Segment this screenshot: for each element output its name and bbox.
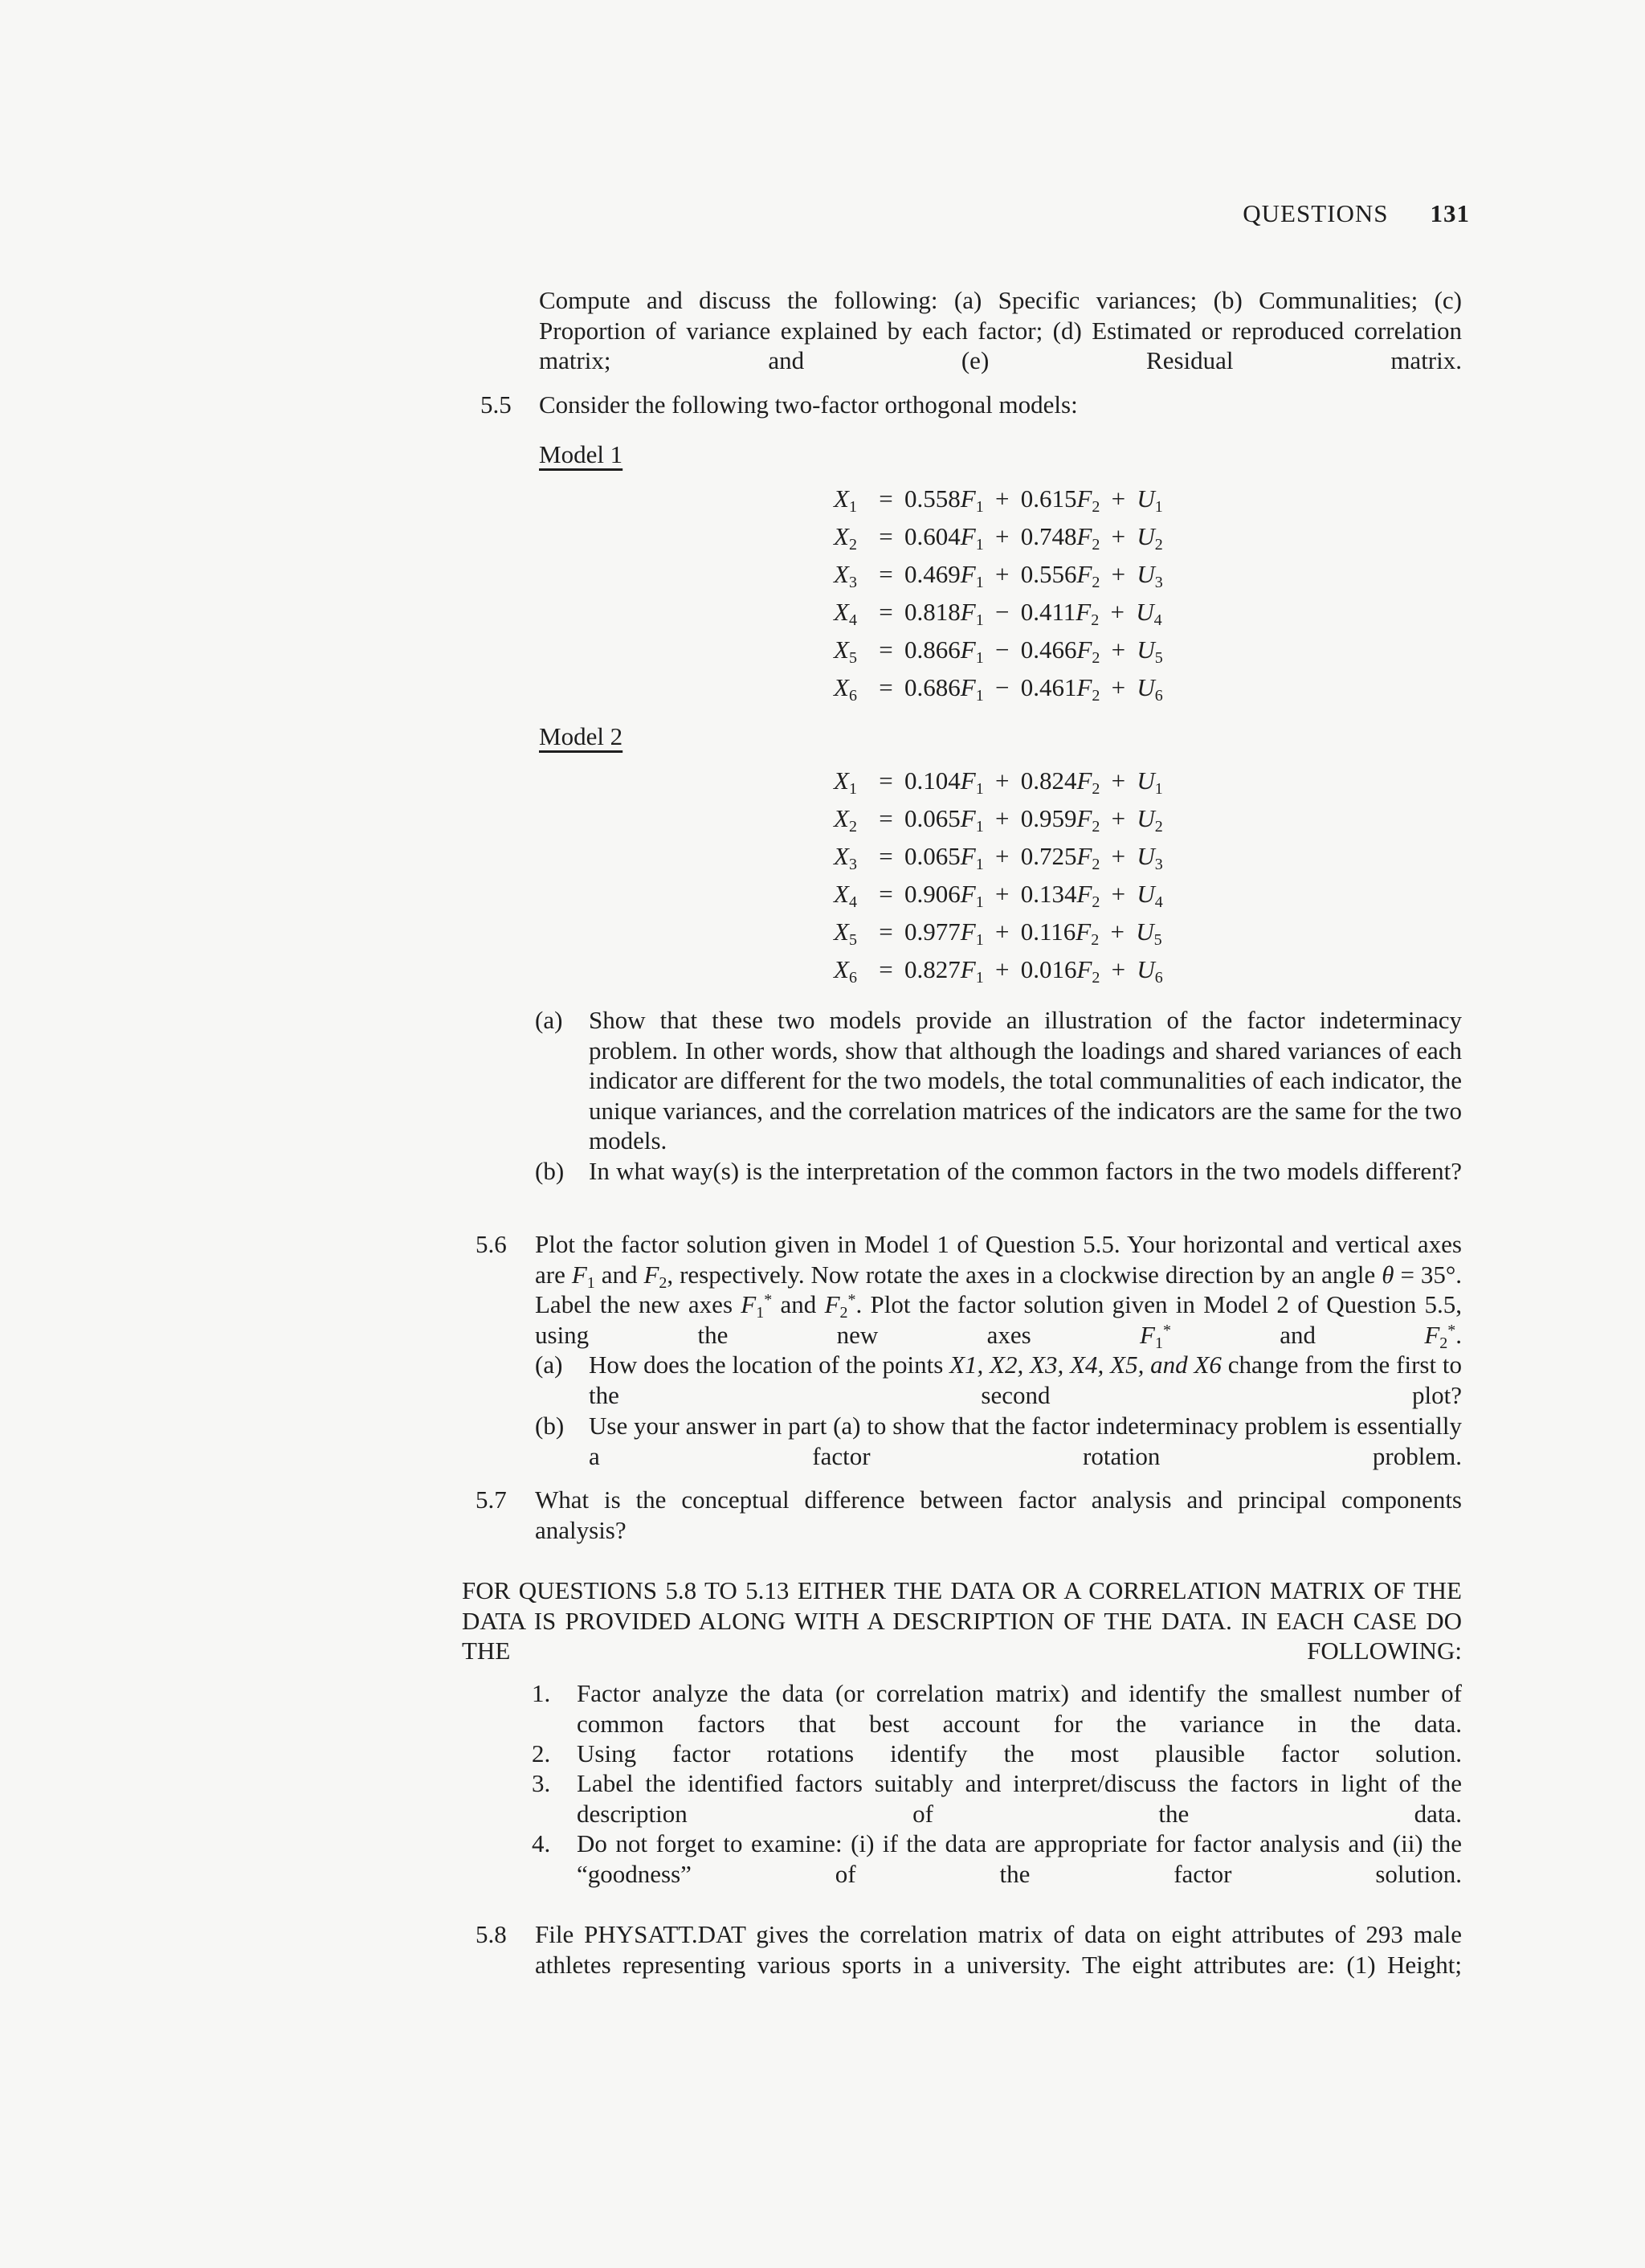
instructions-caps-block: FOR QUESTIONS 5.8 TO 5.13 EITHER THE DATA OR A CORRELATION MATRIX OF THE DATA IS PROVIDED ALONG WITH A DESCRIPTION OF THE DATA. IN EACH CASE DO THE FOLLOWING: — [462, 1576, 1462, 1665]
question-number-5-7: 5.7 — [476, 1485, 507, 1514]
question-5-5-a-text: Show that these two models provide an illustration of the factor indeterminacy problem. In other words, show that although the loadings and shared variances of each indicator are different for the two models, the total communalities of each indicator, the unique variances, and the correlation matrices of the indicators are the same for the two models. — [589, 1006, 1462, 1154]
section-title: QUESTIONS — [1243, 199, 1389, 227]
equation-row: $X_4 = 0.906F_1 + 0.134F_2 + U_4$ — [834, 880, 1163, 911]
question-5-8-text: File PHYSATT.DAT gives the correlation matrix of data on eight attributes of 293 male athletes representing various sports in a university. The eight attributes are: (1) Height; — [535, 1920, 1462, 1979]
equation-row: $X_3 = 0.065F_1 + 0.725F_2 + U_3$ — [834, 842, 1163, 873]
model-1-label: Model 1 — [539, 440, 623, 468]
question-5-5-b-label: (b) — [535, 1157, 565, 1185]
question-5-5-a-label: (a) — [535, 1006, 563, 1034]
points-list: X1, X2, X3, X4, X5, and X6 — [949, 1351, 1222, 1379]
step-text: Do not forget to examine: (i) if the data are appropriate for factor analysis and (ii) the “goodness” of the factor solution. — [577, 1829, 1462, 1888]
equation-row: $X_2 = 0.604F_1 + 0.748F_2 + U_2$ — [834, 522, 1163, 554]
step-text: Using factor rotations identify the most plausible factor solution. — [577, 1739, 1462, 1767]
question-5-5-b-text: In what way(s) is the interpretation of the common factors in the two models different? — [589, 1157, 1462, 1185]
question-5-6-b-label: (b) — [535, 1412, 565, 1440]
intro-paragraph: Compute and discuss the following: (a) Specific variances; (b) Communalities; (c) Proportion of variance explained by each factor; (d) Estimated or reproduced correlation matrix; and (e) Residual matrix. — [539, 286, 1462, 374]
page-number: 131 — [1430, 199, 1470, 227]
equation-row: $X_6 = 0.827F_1 + 0.016F_2 + U_6$ — [834, 955, 1163, 987]
question-number-5-5: 5.5 — [480, 390, 512, 419]
question-5-5-text: Consider the following two-factor orthogonal models: — [539, 390, 1078, 419]
step-text: Label the identified factors suitably and interpret/discuss the factors in light of the description of the data. — [577, 1769, 1462, 1828]
model-2-label: Model 2 — [539, 722, 623, 750]
step-number: 3. — [532, 1769, 551, 1797]
question-5-6-a-label: (a) — [535, 1351, 563, 1379]
question-5-6-text: Plot the factor solution given in Model 1 of Question 5.5. Your horizontal and vertical axes are $F_1$ and $F_2$, respectively. Now rotate the axes in a clockwise direction by an angle θ = 35°. Label the new axes $F_1^*$ and $F_2^*$. Plot the factor solution given in Model 2 of Question 5.5, using the new axes $F_1^*$ and $F_2^*$. — [535, 1230, 1463, 1352]
step-text: Factor analyze the data (or correlation matrix) and identify the smallest number of common factors that best account for the variance in the data. — [577, 1679, 1462, 1738]
step-number: 2. — [532, 1739, 551, 1767]
equation-row: $X_4 = 0.818F_1 - 0.411F_2 + U_4$ — [834, 598, 1162, 629]
equation-row: $X_5 = 0.866F_1 - 0.466F_2 + U_5$ — [834, 635, 1163, 667]
equation-row: $X_5 = 0.977F_1 + 0.116F_2 + U_5$ — [834, 917, 1162, 949]
step-number: 1. — [532, 1679, 551, 1707]
equation-row: $X_3 = 0.469F_1 + 0.556F_2 + U_3$ — [834, 560, 1163, 591]
equation-row: $X_1 = 0.104F_1 + 0.824F_2 + U_1$ — [834, 766, 1163, 798]
step-number: 4. — [532, 1829, 551, 1857]
running-head — [1243, 199, 1470, 228]
equation-row: $X_6 = 0.686F_1 - 0.461F_2 + U_6$ — [834, 673, 1163, 705]
equation-row: $X_1 = 0.558F_1 + 0.615F_2 + U_1$ — [834, 484, 1163, 516]
equation-row: $X_2 = 0.065F_1 + 0.959F_2 + U_2$ — [834, 804, 1163, 836]
question-5-6-b-text: Use your answer in part (a) to show that the factor indeterminacy problem is essentially a factor rotation problem. — [589, 1412, 1462, 1470]
question-number-5-6: 5.6 — [476, 1230, 507, 1258]
question-5-7-text: What is the conceptual difference between factor analysis and principal components analysis? — [535, 1485, 1462, 1544]
question-5-6-a-text: How does the location of the points X1, X2, X3, X4, X5, and X6 change from the first to the second plot? — [589, 1351, 1463, 1409]
question-number-5-8: 5.8 — [476, 1920, 507, 1948]
